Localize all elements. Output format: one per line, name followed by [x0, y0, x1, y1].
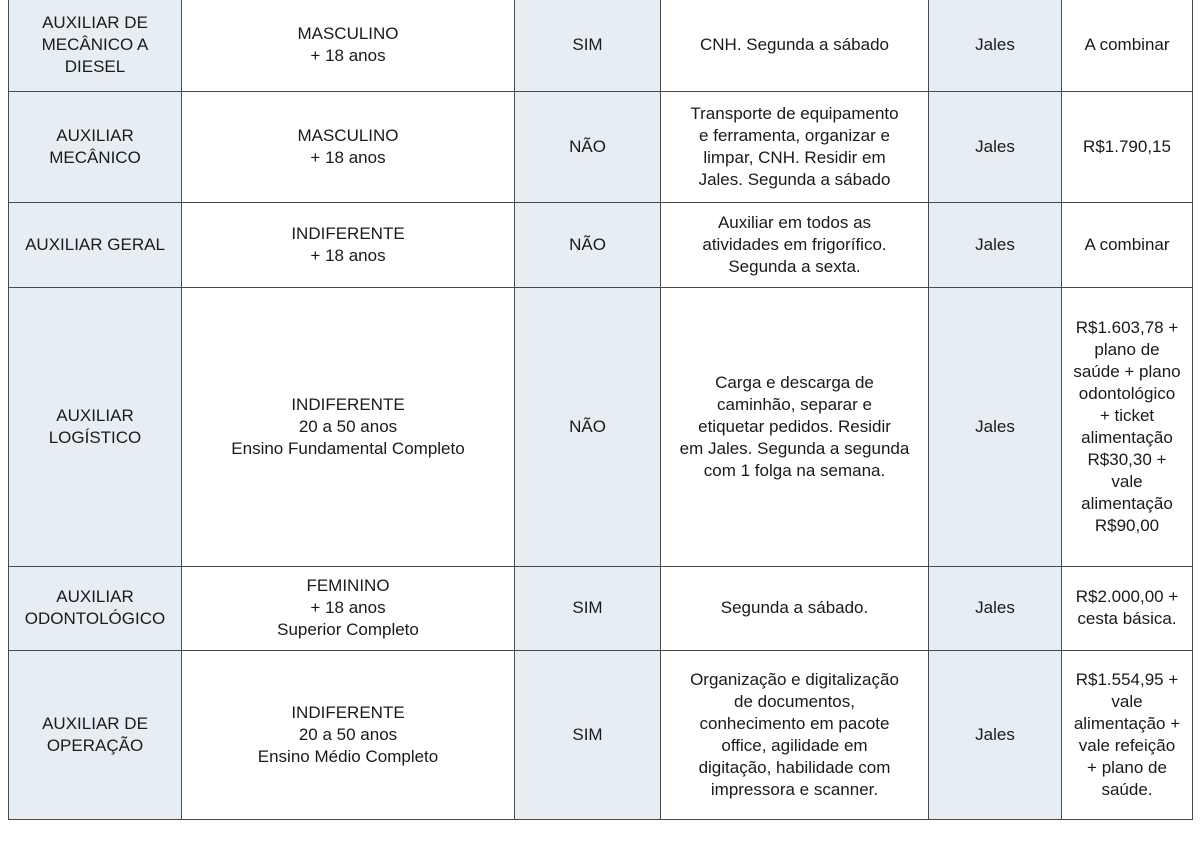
job-requirements-cell: INDIFERENTE + 18 anos	[182, 202, 515, 287]
job-cnh-cell: SIM	[515, 650, 661, 819]
job-salary-cell: R$1.603,78 + plano de saúde + plano odontológico + ticket alimentação R$30,30 + vale alimentação R$90,00	[1062, 287, 1193, 566]
job-city-cell: Jales	[929, 91, 1062, 202]
table-row	[9, 202, 1193, 287]
job-requirements-cell: MASCULINO + 18 anos	[182, 0, 515, 91]
job-city-cell: Jales	[929, 650, 1062, 819]
job-role-cell: AUXILIAR DE MECÂNICO A DIESEL	[9, 0, 182, 91]
job-salary-cell: A combinar	[1062, 0, 1193, 91]
job-role-cell: AUXILIAR GERAL	[9, 202, 182, 287]
job-role-cell: AUXILIAR DE OPERAÇÃO	[9, 650, 182, 819]
job-listings-table	[8, 0, 1193, 820]
job-requirements-cell: FEMININO + 18 anos Superior Completo	[182, 566, 515, 650]
job-description-cell: Auxiliar em todos as atividades em frigorífico. Segunda a sexta.	[661, 202, 929, 287]
job-description-cell: Transporte de equipamento e ferramenta, organizar e limpar, CNH. Residir em Jales. Segunda a sábado	[661, 91, 929, 202]
job-cnh-cell: NÃO	[515, 202, 661, 287]
job-requirements-cell: MASCULINO + 18 anos	[182, 91, 515, 202]
job-cnh-cell: NÃO	[515, 91, 661, 202]
job-description-cell: CNH. Segunda a sábado	[661, 0, 929, 91]
job-salary-cell: R$1.554,95 + vale alimentação + vale refeição + plano de saúde.	[1062, 650, 1193, 819]
job-role-cell: AUXILIAR ODONTOLÓGICO	[9, 566, 182, 650]
job-salary-cell: R$1.790,15	[1062, 91, 1193, 202]
job-role-cell: AUXILIAR MECÂNICO	[9, 91, 182, 202]
job-requirements-cell: INDIFERENTE 20 a 50 anos Ensino Médio Completo	[182, 650, 515, 819]
table-row	[9, 650, 1193, 819]
job-role-cell: AUXILIAR LOGÍSTICO	[9, 287, 182, 566]
job-cnh-cell: NÃO	[515, 287, 661, 566]
job-description-cell: Segunda a sábado.	[661, 566, 929, 650]
job-city-cell: Jales	[929, 566, 1062, 650]
job-description-cell: Organização e digitalização de documentos, conhecimento em pacote office, agilidade em digitação, habilidade com impressora e scanner.	[661, 650, 929, 819]
table-row	[9, 566, 1193, 650]
job-city-cell: Jales	[929, 0, 1062, 91]
table-row	[9, 0, 1193, 91]
job-salary-cell: R$2.000,00 + cesta básica.	[1062, 566, 1193, 650]
table-row	[9, 287, 1193, 566]
job-city-cell: Jales	[929, 287, 1062, 566]
job-requirements-cell: INDIFERENTE 20 a 50 anos Ensino Fundamental Completo	[182, 287, 515, 566]
job-cnh-cell: SIM	[515, 0, 661, 91]
job-city-cell: Jales	[929, 202, 1062, 287]
job-salary-cell: A combinar	[1062, 202, 1193, 287]
job-description-cell: Carga e descarga de caminhão, separar e etiquetar pedidos. Residir em Jales. Segunda a segunda com 1 folga na semana.	[661, 287, 929, 566]
job-cnh-cell: SIM	[515, 566, 661, 650]
table-row	[9, 91, 1193, 202]
